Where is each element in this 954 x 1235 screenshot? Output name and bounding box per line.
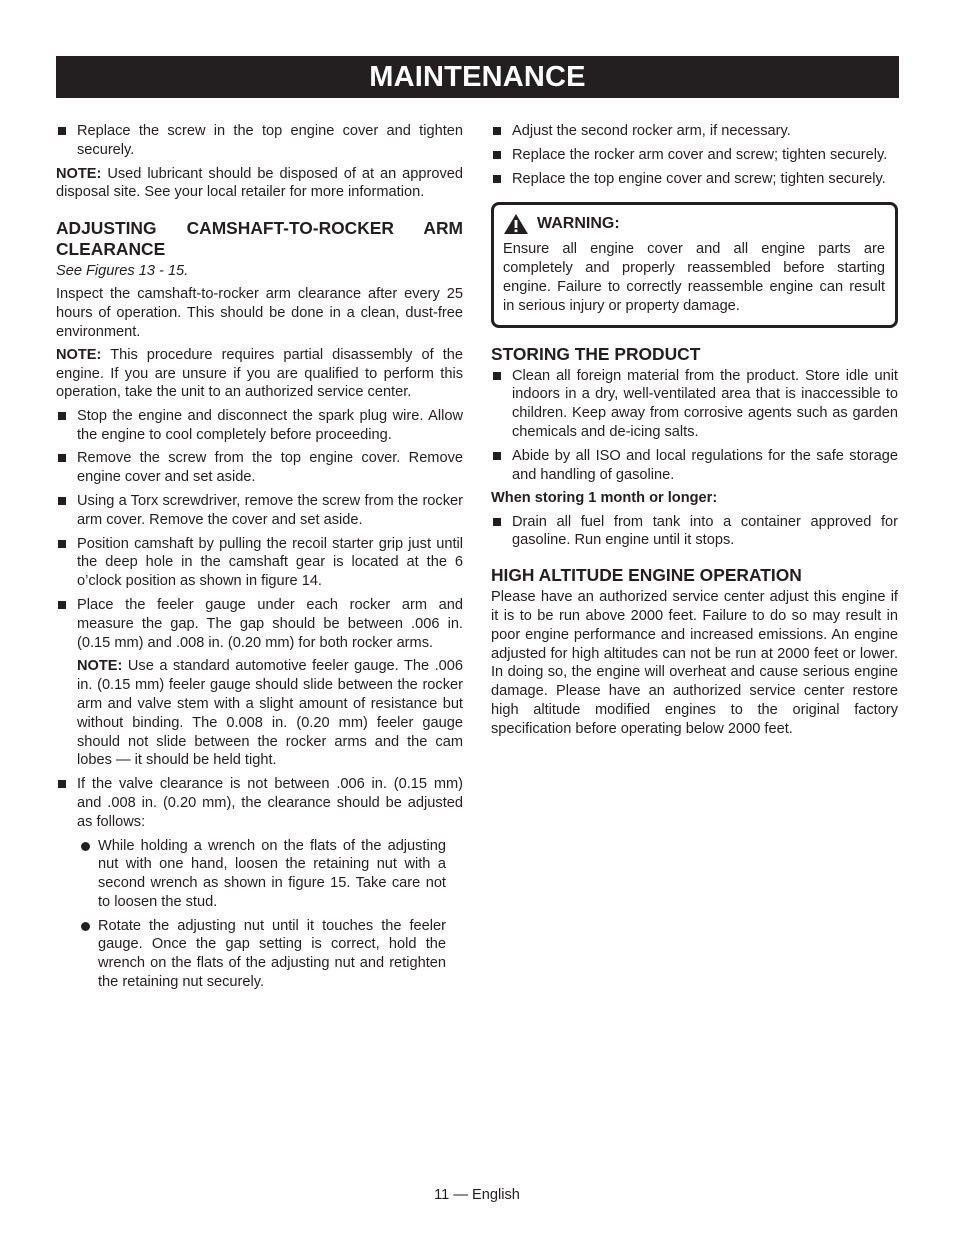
bullet-text: Clean all foreign material from the product. Store idle unit indoors in a dry, well-ventilated area that is inaccessible to children. Keep away from corrosive agents such as garden chemicals and de-icing salts. <box>512 367 898 440</box>
body-paragraph: Inspect the camshaft-to-rocker arm clearance after every 25 hours of operation. This should be done in a clean, dust-free environment. <box>56 285 463 340</box>
bullet-text: Replace the rocker arm cover and screw; tighten securely. <box>512 146 888 163</box>
indented-note <box>56 657 463 770</box>
section-heading-camshaft: ADJUSTING CAMSHAFT-TO-ROCKER ARM CLEARANCE <box>56 218 463 260</box>
bullet-item <box>491 170 898 189</box>
note-paragraph <box>56 346 463 402</box>
substep-item <box>56 917 446 992</box>
right-column <box>491 122 898 743</box>
bullet-text: Replace the screw in the top engine cover and tighten securely. <box>77 123 463 158</box>
bullet-text: Adjust the second rocker arm, if necessary. <box>512 123 791 139</box>
step-item <box>56 775 463 831</box>
step-text: If the valve clearance is not between .006 in. (0.15 mm) and .008 in. (0.20 mm), the clearance should be adjusted as follows: <box>77 776 463 830</box>
warning-triangle-icon <box>503 213 529 235</box>
warning-header <box>503 213 885 235</box>
bullet-text: Drain all fuel from tank into a container approved for gasoline. Run engine until it stops. <box>512 513 898 549</box>
square-bullet-icon <box>493 151 501 159</box>
step-text: Stop the engine and disconnect the spark plug wire. Allow the engine to cool completely before proceeding. <box>77 407 463 443</box>
square-bullet-icon <box>493 518 501 526</box>
bullet-item <box>491 513 898 551</box>
step-text: Place the feeler gauge under each rocker arm and measure the gap. The gap should be between .006 in. (0.15 mm) and .008 in. (0.20 mm) for both rocker arms. <box>77 596 463 651</box>
note-paragraph <box>56 165 463 203</box>
square-bullet-icon <box>493 127 501 135</box>
figure-reference: See Figures 13 - 15. <box>56 263 189 280</box>
square-bullet-icon <box>493 175 501 183</box>
note-text: Use a standard automotive feeler gauge. The .006 in. (0.15 mm) feeler gauge should slide between the rocker arm and valve stem with a slight amount of resistance but without binding. The 0.008 in. (0.20 mm) feeler gauge should not slide between the rocker arms and the cam lobes — it should be held tight. <box>77 658 463 769</box>
step-item <box>56 596 463 652</box>
warning-title: WARNING: <box>537 214 620 232</box>
left-column <box>56 122 463 997</box>
square-bullet-icon <box>58 540 66 548</box>
square-bullet-icon <box>58 497 66 505</box>
bullet-item <box>56 122 463 160</box>
round-bullet-icon <box>81 922 90 931</box>
square-bullet-icon <box>58 780 66 788</box>
step-text: Using a Torx screwdriver, remove the screw from the rocker arm cover. Remove the cover and set aside. <box>77 492 463 528</box>
note-label: NOTE: <box>56 165 102 182</box>
substep-text: While holding a wrench on the flats of the adjusting nut with one hand, loosen the retaining nut with a second wrench as shown in figure 15. Take care not to loosen the stud. <box>98 837 446 910</box>
step-item <box>56 535 463 591</box>
page-footer: 11 — English <box>434 1187 520 1203</box>
warning-text: Ensure all engine cover and all engine parts are completely and properly reassembled before starting engine. Failure to correctly reassemble engine can result in serious injury or property damage. <box>503 241 885 314</box>
square-bullet-icon <box>58 454 66 462</box>
bullet-item <box>491 367 898 442</box>
page-title: MAINTENANCE <box>369 61 586 93</box>
substep-item <box>56 837 446 912</box>
body-paragraph: Please have an authorized service center adjust this engine if it is to be run above 2000 feet. Failure to do so may result in poor engine performance and increased emissions. An engine adjusted for high altitudes can not be run at 2000 feet or lower. In doing so, the engine will overheat and cause serious engine damage. Please have an authorized service center restore high altitude modified engines to the original factory specification before operating below 2000 feet. <box>491 589 898 737</box>
bullet-item <box>491 122 898 141</box>
square-bullet-icon <box>58 127 66 135</box>
warning-box <box>491 202 898 327</box>
square-bullet-icon <box>58 601 66 609</box>
round-bullet-icon <box>81 842 90 851</box>
note-text: This procedure requires partial disassembly of the engine. If you are unsure if you are qualified to perform this operation, take the unit to an authorized service center. <box>56 346 463 401</box>
step-item <box>56 492 463 530</box>
page-title-banner <box>56 56 899 98</box>
bullet-text: Abide by all ISO and local regulations for the safe storage and handling of gasoline. <box>512 447 898 483</box>
bullet-item <box>491 146 898 165</box>
step-item <box>56 449 463 487</box>
square-bullet-icon <box>58 412 66 420</box>
step-item <box>56 407 463 445</box>
bullet-item <box>491 447 898 485</box>
section-heading-storing: STORING THE PRODUCT <box>491 343 701 364</box>
step-text: Position camshaft by pulling the recoil starter grip just until the deep hole in the camshaft gear is located at the 6 o’clock position as shown in figure 14. <box>77 535 463 590</box>
section-heading-altitude: HIGH ALTITUDE ENGINE OPERATION <box>491 565 802 586</box>
storing-subheading: When storing 1 month or longer: <box>491 490 718 507</box>
square-bullet-icon <box>493 452 501 460</box>
bullet-text: Replace the top engine cover and screw; tighten securely. <box>512 170 886 187</box>
note-text: Used lubricant should be disposed of at an approved disposal site. See your local retailer for more information. <box>56 165 463 201</box>
note-label: NOTE: <box>77 658 123 675</box>
substep-text: Rotate the adjusting nut until it touches the feeler gauge. Once the gap setting is correct, hold the wrench on the flats of the adjusting nut and retighten the retaining nut securely. <box>98 917 446 991</box>
square-bullet-icon <box>493 372 501 380</box>
step-text: Remove the screw from the top engine cover. Remove engine cover and set aside. <box>77 450 463 486</box>
note-label: NOTE: <box>56 346 102 363</box>
